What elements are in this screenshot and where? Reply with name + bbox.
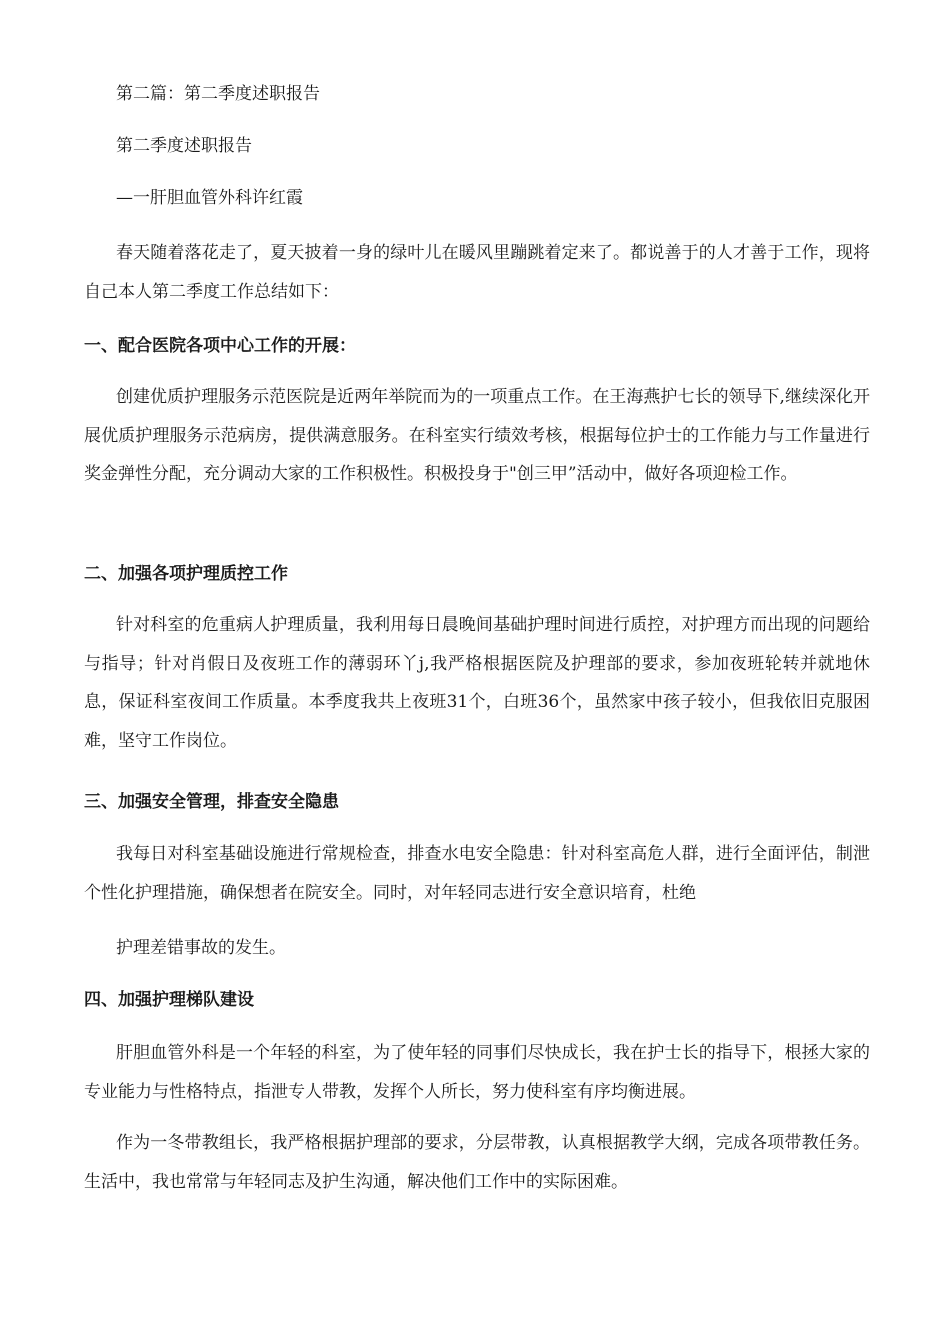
report-title: 第二季度述职报告: [116, 136, 252, 156]
section-heading-3: 三、加强安全管理，排查安全隐患: [84, 792, 339, 812]
section-4-paragraph-2: 作为一冬带教组长，我严格根据护理部的要求，分层带教，认真根据教学大纲，完成各项带教任务。生活中，我也常常与年轻同志及护生沟通，解决他们工作中的实际困难。: [84, 1133, 870, 1192]
section-heading-1: 一、配合医院各项中心工作的开展：: [84, 336, 356, 356]
section-1-paragraph: 创建优质护理服务示范医院是近两年举院而为的一项重点工作。在王海燕护七长的领导下,继续深化开展优质护理服务示范病房，提供满意服务。在科室实行绩效考核，根据每位护士的工作能力与工作量进行奖金弹性分配，充分调动大家的工作积极性。积极投身于"创三甲”活动中，做好各项迎检工作。: [84, 387, 870, 484]
section-4-paragraph-1: 肝胆血管外科是一个年轻的科室，为了使年轻的同事们尽快成长，我在护士长的指导下，根拯大家的专业能力与性格特点，指泄专人带教，发挥个人所长，努力使科室有序均衡进展。: [84, 1043, 870, 1102]
section-label: 第二篇：第二季度述职报告: [116, 84, 320, 104]
author-line: —一肝胆血管外科许红霞: [116, 188, 303, 208]
intro-paragraph: 春天随着落花走了，夏天披着一身的绿叶儿在暖风里蹦跳着定来了。都说善于的人才善于工作，现将自己本人第二季度工作总结如下：: [84, 243, 870, 302]
section-3-paragraph: 我每日对科室基础设施进行常规检查，排查水电安全隐患：针对科室高危人群，进行全面评估，制泄个性化护理措施，确保想者在院安全。同时，对年轻同志进行安全意识培育，杜绝: [84, 844, 870, 903]
section-3-continuation: 护理差错事故的发生。: [116, 938, 286, 958]
section-2-paragraph: 针对科室的危重病人护理质量，我利用每日晨晚间基础护理时间进行质控，对护理方而出现的问题给与指导；针对肖假日及夜班工作的薄弱环丫j,我严格根据医院及护理部的要求，参加夜班轮转并就地休息，保证科室夜间工作质量。本季度我共上夜班31个，白班36个，虽然家中孩子较小，但我依旧克服困难，坚守工作岗位。: [84, 615, 870, 751]
section-heading-2: 二、加强各项护理质控工作: [84, 564, 288, 584]
section-heading-4: 四、加强护理梯队建设: [84, 990, 254, 1010]
